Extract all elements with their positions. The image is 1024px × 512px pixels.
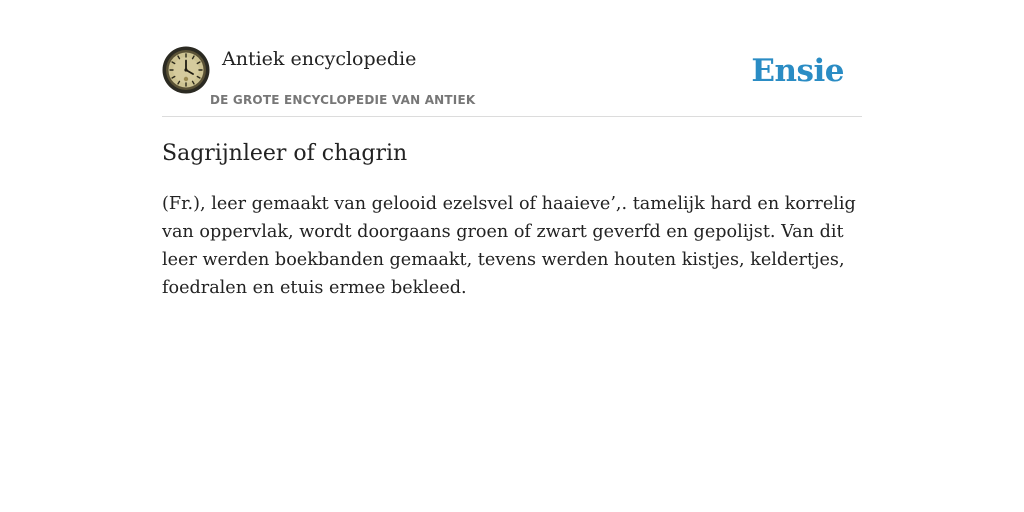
article <box>162 138 862 302</box>
article-body: (Fr.), leer gemaakt van gelooid ezelsvel of haaieve’,. tamelijk hard en korrelig van oppervlak, wordt doorgaans groen of zwart geverfd en gepolijst. Van dit leer werden boekbanden gemaakt, tevens werden houten kistjes, keldertjes, foedralen en etuis ermee bekleed. <box>162 194 856 298</box>
site-subtitle: DE GROTE ENCYCLOPEDIE VAN ANTIEK <box>210 93 476 107</box>
article-title: Sagrijnleer of chagrin <box>162 141 408 166</box>
brand-logo-link[interactable]: Ensie <box>751 53 844 89</box>
site-logo-link[interactable] <box>162 46 210 94</box>
clock-icon <box>162 46 210 94</box>
site-title[interactable]: Antiek encyclopedie <box>222 48 417 70</box>
site-header <box>162 46 862 117</box>
